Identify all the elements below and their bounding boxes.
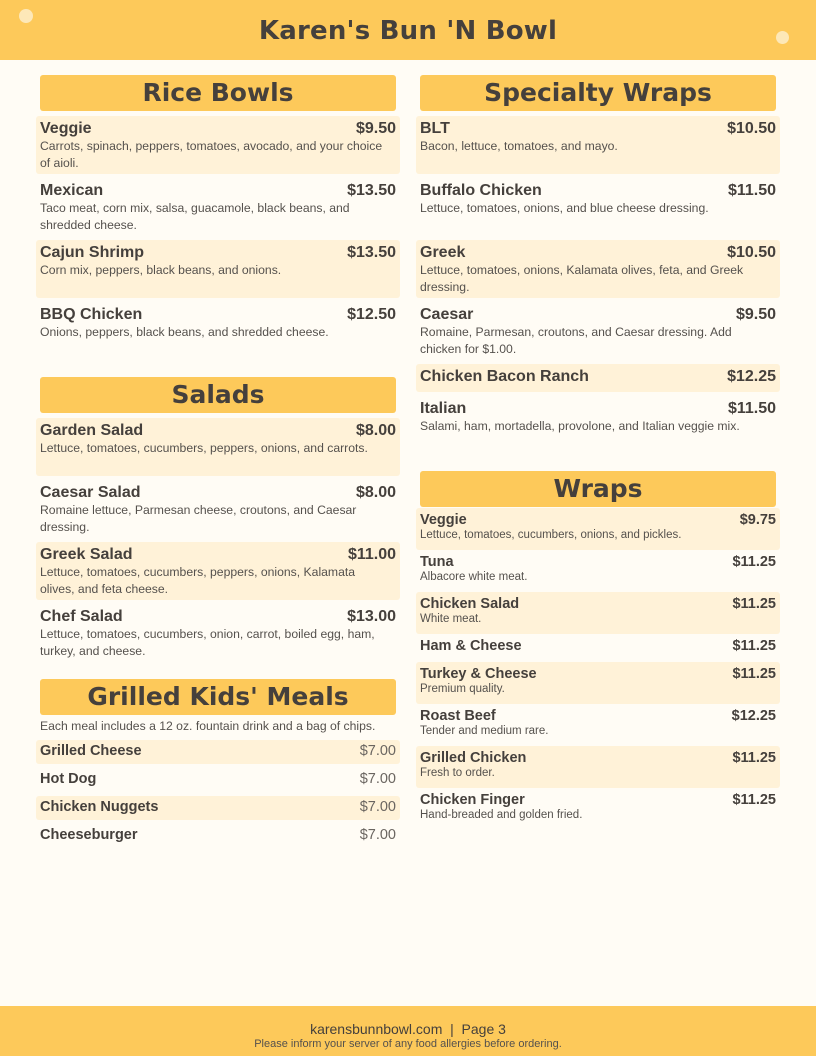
item-name: Chicken Nuggets (40, 799, 159, 815)
header-bar (0, 0, 816, 60)
item-description: Hand-breaded and golden fried. (420, 809, 583, 821)
item-name: Chicken Salad (420, 596, 520, 612)
item-name: Grilled Chicken (420, 750, 527, 766)
footer-website-page: karensbunnbowl.com | Page 3 (310, 1021, 506, 1037)
item-description: Fresh to order. (420, 767, 495, 779)
item-name: Chef Salad (40, 608, 123, 625)
item-price: $7.00 (359, 799, 396, 815)
item-description: Lettuce, tomatoes, onions, Kalamata olives, feta, and Greek dressing. (420, 263, 744, 294)
item-description: Onions, peppers, black beans, and shredded cheese. (40, 325, 329, 339)
item-price: $9.75 (739, 512, 776, 528)
menu-item-chicken-nuggets (40, 797, 396, 821)
item-name: BLT (420, 120, 450, 137)
item-description: Tender and medium rare. (420, 725, 549, 737)
item-price: $12.25 (727, 368, 776, 385)
item-price: $12.25 (731, 708, 776, 724)
section-title-kids-meals: Grilled Kids' Meals (40, 679, 396, 715)
item-name: Mexican (40, 182, 104, 199)
item-price: $13.00 (347, 608, 396, 625)
item-price: $9.50 (355, 120, 396, 137)
section-rice-bowls (40, 75, 396, 111)
section-salads (40, 377, 396, 413)
item-description: Lettuce, tomatoes, cucumbers, onion, carrot, boiled egg, ham, turkey, and cheese. (40, 627, 375, 658)
item-name: Caesar Salad (40, 484, 141, 501)
menu-item-cheeseburger (40, 825, 396, 849)
item-description: Bacon, lettuce, tomatoes, and mayo. (420, 139, 618, 153)
item-description: Lettuce, tomatoes, cucumbers, onions, and pickles. (420, 529, 682, 541)
item-price: $9.50 (735, 306, 776, 323)
item-name: Caesar (420, 306, 474, 323)
item-description: Romaine, Parmesan, croutons, and Caesar dressing. Add chicken for $1.00. (420, 325, 732, 356)
item-description: Lettuce, tomatoes, onions, and blue cheese dressing. (420, 201, 709, 215)
item-name: Chicken Bacon Ranch (420, 368, 589, 385)
item-name: Garden Salad (40, 422, 144, 439)
item-price: $11.50 (727, 400, 776, 417)
item-name: Grilled Cheese (40, 743, 142, 759)
item-name: Turkey & Cheese (420, 666, 537, 682)
section-title-rice-bowls: Rice Bowls (40, 75, 396, 111)
item-description: Romaine lettuce, Parmesan cheese, croutons, and Caesar dressing. (40, 503, 357, 534)
item-description: Salami, ham, mortadella, provolone, and Italian veggie mix. (420, 419, 740, 433)
item-price: $11.25 (732, 596, 776, 612)
item-price: $11.25 (732, 792, 776, 808)
item-price: $11.25 (732, 666, 776, 682)
item-name: Cheeseburger (40, 827, 138, 843)
item-price: $13.50 (347, 182, 396, 199)
menu-item-hot-dog (40, 769, 396, 793)
page-title: Karen's Bun 'N Bowl (258, 16, 558, 46)
item-name: Buffalo Chicken (420, 182, 542, 199)
item-price: $8.00 (355, 422, 396, 439)
item-name: Ham & Cheese (420, 638, 522, 654)
item-description: Carrots, spinach, peppers, tomatoes, avocado, and your choice of aioli. (40, 139, 383, 170)
item-description: Albacore white meat. (420, 571, 528, 583)
menu-item-grilled-cheese (40, 741, 396, 765)
item-price: $10.50 (727, 244, 776, 261)
item-price: $11.50 (727, 182, 776, 199)
item-name: Greek Salad (40, 546, 133, 563)
section-title-wraps: Wraps (420, 471, 776, 507)
item-price: $7.00 (359, 771, 396, 787)
item-name: Veggie (420, 512, 467, 528)
section-kids-meals (40, 679, 396, 715)
item-description: White meat. (420, 613, 482, 625)
item-price: $7.00 (359, 743, 396, 759)
item-name: Roast Beef (420, 708, 496, 724)
item-name: Veggie (40, 120, 92, 137)
item-price: $13.50 (347, 244, 396, 261)
item-price: $11.25 (732, 554, 776, 570)
item-price: $11.25 (732, 638, 776, 654)
item-price: $10.50 (727, 120, 776, 137)
item-price: $7.00 (359, 827, 396, 843)
item-price: $11.25 (732, 750, 776, 766)
item-name: Greek (420, 244, 466, 261)
footer-allergy-notice: Please inform your server of any food allergies before ordering. (254, 1038, 562, 1050)
item-description: Lettuce, tomatoes, cucumbers, peppers, onions, and carrots. (40, 441, 368, 455)
item-name: Tuna (420, 554, 454, 570)
item-name: Cajun Shrimp (40, 244, 145, 261)
footer-bar (0, 1006, 816, 1056)
item-name: Italian (420, 400, 467, 417)
item-description: Taco meat, corn mix, salsa, guacamole, black beans, and shredded cheese. (40, 201, 350, 232)
section-specialty-wraps (420, 75, 776, 111)
item-name: BBQ Chicken (40, 306, 143, 323)
section-title-salads: Salads (40, 377, 396, 413)
item-name: Chicken Finger (420, 792, 525, 808)
item-price: $12.50 (347, 306, 396, 323)
item-description: Premium quality. (420, 683, 505, 695)
item-description: Corn mix, peppers, black beans, and onions. (40, 263, 282, 277)
item-price: $8.00 (355, 484, 396, 501)
item-price: $11.00 (347, 546, 396, 563)
item-name: Hot Dog (40, 771, 97, 787)
item-description: Lettuce, tomatoes, cucumbers, peppers, onions, Kalamata olives, and feta cheese. (40, 565, 356, 596)
section-title-specialty-wraps: Specialty Wraps (420, 75, 776, 111)
kids-meal-note: Each meal includes a 12 oz. fountain drink and a bag of chips. (40, 719, 376, 733)
section-wraps (420, 471, 776, 507)
